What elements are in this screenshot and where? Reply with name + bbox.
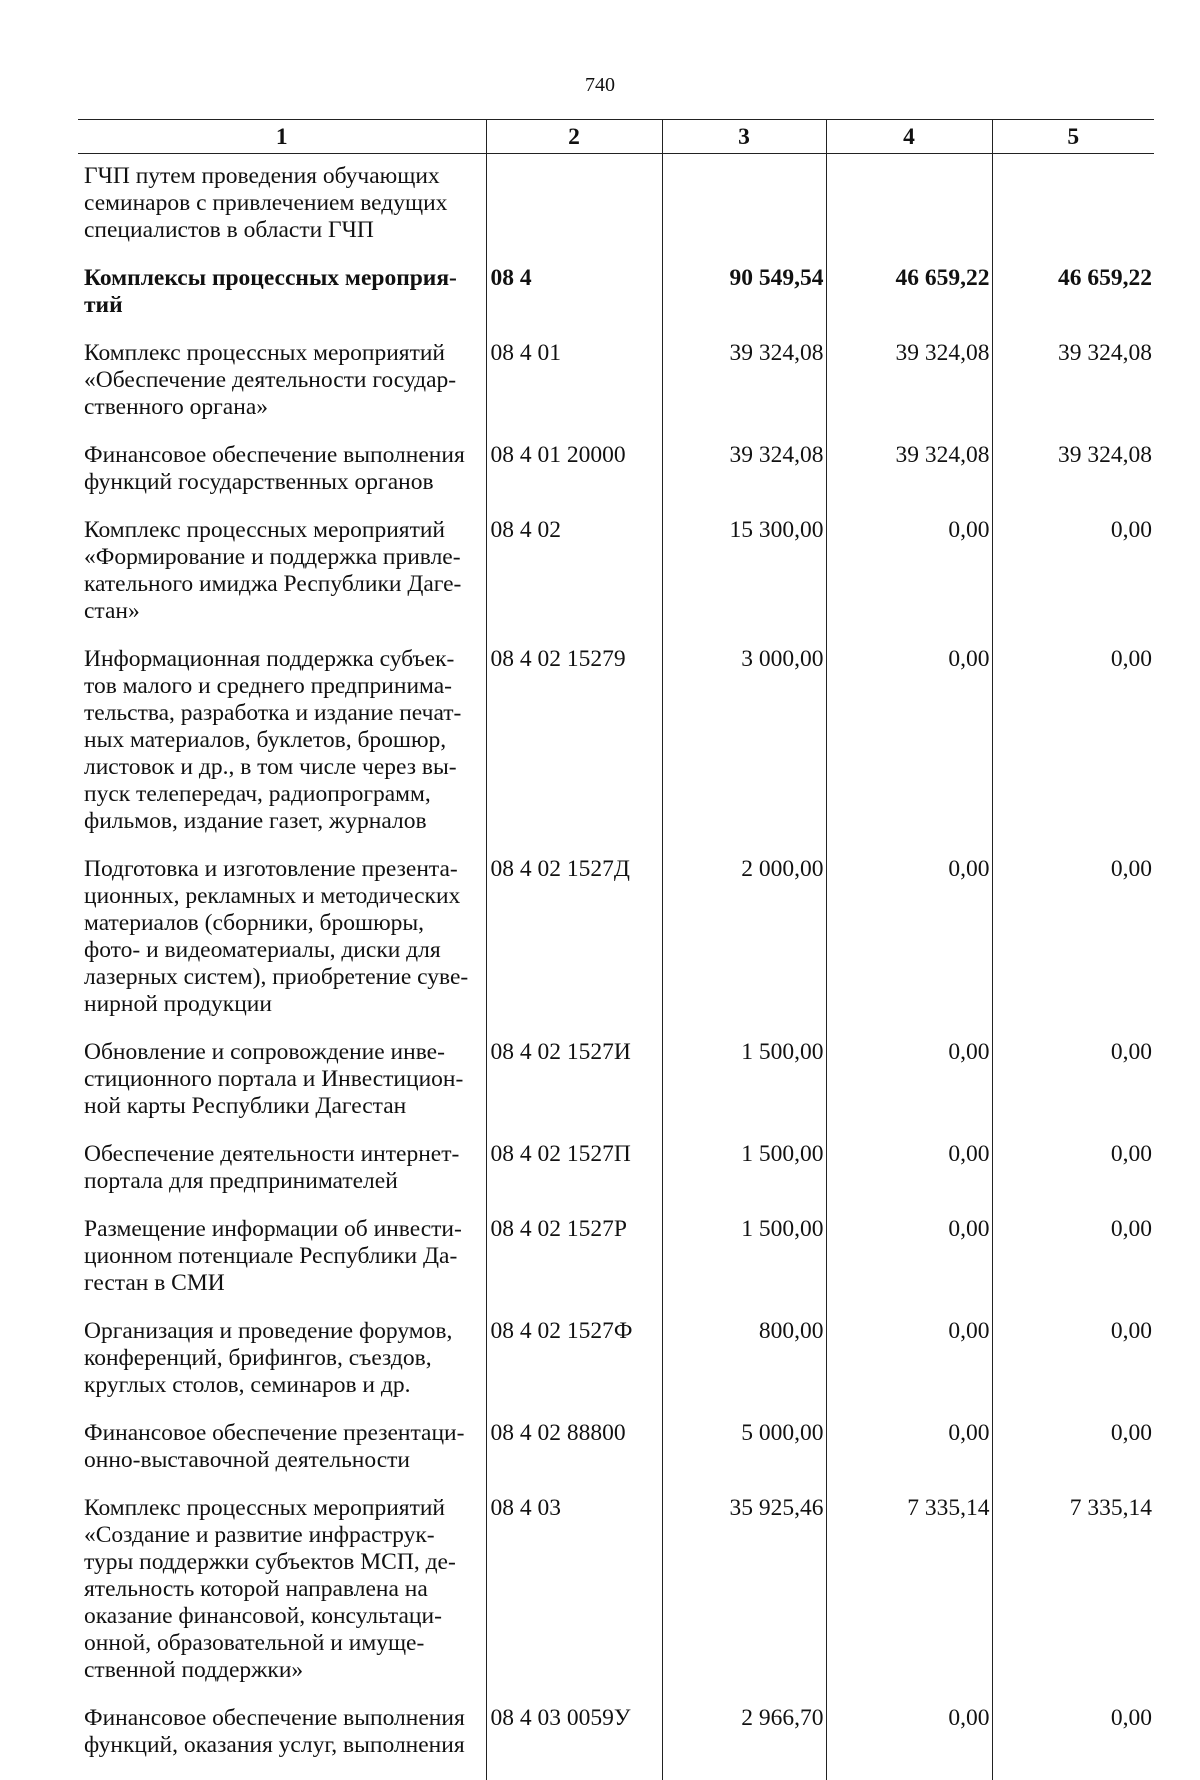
code-cell: 08 4 02 1527П [486, 1141, 662, 1216]
value-col5-cell: 7 335,14 [992, 1495, 1154, 1705]
table-row [78, 340, 1154, 442]
value-col5-cell: 0,00 [992, 1039, 1154, 1141]
code-cell: 08 4 03 0059У [486, 1705, 662, 1780]
value-col5-cell: 0,00 [992, 1216, 1154, 1318]
table-row [78, 1216, 1154, 1318]
value-col4-cell: 7 335,14 [826, 1495, 992, 1705]
code-cell: 08 4 02 1527Р [486, 1216, 662, 1318]
value-col4-cell: 46 659,22 [826, 265, 992, 340]
table-row [78, 1420, 1154, 1495]
value-col5-cell: 0,00 [992, 1420, 1154, 1495]
code-cell: 08 4 02 88800 [486, 1420, 662, 1495]
value-col5-cell: 0,00 [992, 646, 1154, 856]
code-cell [486, 154, 662, 266]
value-col3-cell: 35 925,46 [662, 1495, 826, 1705]
value-col4-cell: 0,00 [826, 517, 992, 646]
code-cell: 08 4 02 1527Ф [486, 1318, 662, 1420]
value-col4-cell: 0,00 [826, 1141, 992, 1216]
value-col4-cell: 39 324,08 [826, 340, 992, 442]
item-name-cell: Комплексы процессных мероприя- тий [78, 265, 486, 340]
budget-table [78, 119, 1154, 1780]
value-col3-cell: 1 500,00 [662, 1141, 826, 1216]
value-col5-cell: 39 324,08 [992, 442, 1154, 517]
table-row [78, 1705, 1154, 1780]
code-cell: 08 4 01 20000 [486, 442, 662, 517]
code-cell: 08 4 02 15279 [486, 646, 662, 856]
item-name-cell: ГЧП путем проведения обучающих семинаров с привлечением ведущих специалистов в области ГЧП [78, 154, 486, 266]
table-row [78, 856, 1154, 1039]
column-header-1: 1 [78, 120, 486, 154]
code-cell: 08 4 01 [486, 340, 662, 442]
item-name-cell: Комплекс процессных мероприятий «Обеспечение деятельности государ- ственного органа» [78, 340, 486, 442]
item-name-cell: Финансовое обеспечение выполнения функций, оказания услуг, выполнения [78, 1705, 486, 1780]
table-row [78, 1495, 1154, 1705]
value-col4-cell: 0,00 [826, 856, 992, 1039]
value-col4-cell: 0,00 [826, 1318, 992, 1420]
header-row [78, 120, 1154, 154]
item-name-cell: Комплекс процессных мероприятий «Формирование и поддержка привле- кательного имиджа Республики Даге- стан» [78, 517, 486, 646]
value-col3-cell: 1 500,00 [662, 1216, 826, 1318]
value-col5-cell: 0,00 [992, 1705, 1154, 1780]
value-col5-cell: 0,00 [992, 517, 1154, 646]
table-row [78, 1141, 1154, 1216]
value-col3-cell: 39 324,08 [662, 340, 826, 442]
column-header-3: 3 [662, 120, 826, 154]
column-header-4: 4 [826, 120, 992, 154]
value-col3-cell: 800,00 [662, 1318, 826, 1420]
value-col3-cell: 5 000,00 [662, 1420, 826, 1495]
code-cell: 08 4 02 1527И [486, 1039, 662, 1141]
value-col5-cell: 0,00 [992, 856, 1154, 1039]
item-name-cell: Финансовое обеспечение презентаци- онно-выставочной деятельности [78, 1420, 486, 1495]
item-name-cell: Размещение информации об инвести- ционном потенциале Республики Да- гестан в СМИ [78, 1216, 486, 1318]
value-col5-cell: 0,00 [992, 1141, 1154, 1216]
page-number: 740 [0, 74, 1200, 97]
value-col5-cell: 0,00 [992, 1318, 1154, 1420]
table-row [78, 517, 1154, 646]
value-col4-cell: 0,00 [826, 1216, 992, 1318]
item-name-cell: Финансовое обеспечение выполнения функций государственных органов [78, 442, 486, 517]
item-name-cell: Обеспечение деятельности интернет- портала для предпринимателей [78, 1141, 486, 1216]
table-row [78, 1318, 1154, 1420]
value-col3-cell [662, 154, 826, 266]
value-col4-cell: 0,00 [826, 1705, 992, 1780]
table-row [78, 1039, 1154, 1141]
column-header-5: 5 [992, 120, 1154, 154]
item-name-cell: Комплекс процессных мероприятий «Создание и развитие инфраструк- туры поддержки субъектов МСП, де- ятельность которой направлена на оказание финансовой, консультаци- онной, образовательной и имуще- ственной поддержки» [78, 1495, 486, 1705]
value-col5-cell [992, 154, 1154, 266]
value-col4-cell: 0,00 [826, 1039, 992, 1141]
code-cell: 08 4 [486, 265, 662, 340]
code-cell: 08 4 03 [486, 1495, 662, 1705]
table-row [78, 265, 1154, 340]
code-cell: 08 4 02 1527Д [486, 856, 662, 1039]
table-row [78, 154, 1154, 266]
item-name-cell: Организация и проведение форумов, конференций, брифингов, съездов, круглых столов, семинаров и др. [78, 1318, 486, 1420]
value-col3-cell: 1 500,00 [662, 1039, 826, 1141]
value-col3-cell: 90 549,54 [662, 265, 826, 340]
value-col3-cell: 3 000,00 [662, 646, 826, 856]
value-col3-cell: 2 000,00 [662, 856, 826, 1039]
table-body [78, 154, 1154, 1780]
value-col4-cell: 0,00 [826, 1420, 992, 1495]
table-row [78, 442, 1154, 517]
value-col4-cell [826, 154, 992, 266]
value-col5-cell: 46 659,22 [992, 265, 1154, 340]
value-col3-cell: 2 966,70 [662, 1705, 826, 1780]
item-name-cell: Информационная поддержка субъек- тов малого и среднего предпринима- тельства, разработка и издание печат- ных материалов, буклетов, брошюр, листовок и др., в том числе через вы- пуск телепередач, радиопрограмм, фильмов, издание газет, журналов [78, 646, 486, 856]
value-col5-cell: 39 324,08 [992, 340, 1154, 442]
value-col4-cell: 39 324,08 [826, 442, 992, 517]
item-name-cell: Подготовка и изготовление презента- ционных, рекламных и методических материалов (сборники, брошюры, фото- и видеоматериалы, диски для лазерных систем), приобретение суве- нирной продукции [78, 856, 486, 1039]
code-cell: 08 4 02 [486, 517, 662, 646]
column-header-2: 2 [486, 120, 662, 154]
table-row [78, 646, 1154, 856]
value-col3-cell: 15 300,00 [662, 517, 826, 646]
item-name-cell: Обновление и сопровождение инве- стиционного портала и Инвестицион- ной карты Республики Дагестан [78, 1039, 486, 1141]
value-col3-cell: 39 324,08 [662, 442, 826, 517]
value-col4-cell: 0,00 [826, 646, 992, 856]
